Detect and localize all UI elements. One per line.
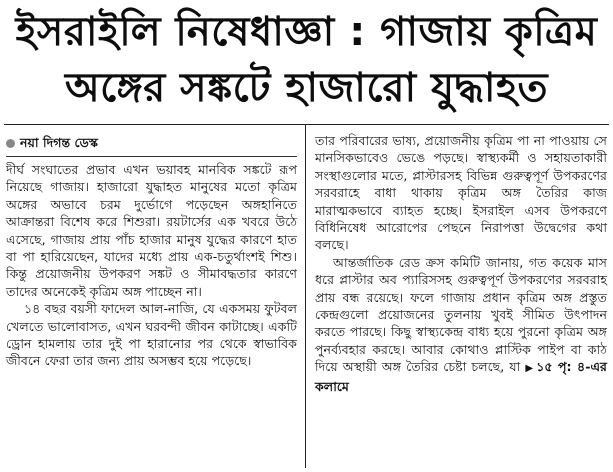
headline-line-2: অঙ্গের সঙ্কটে হাজারো যুদ্ধাহত	[64, 65, 548, 111]
column-divider	[305, 124, 306, 468]
paragraph-text: আন্তর্জাতিক রেড ক্রস কমিটি জানায়, গত কয়েক মাস ধরে প্লাস্টার অব প্যারিসসহ গুরুত্বপূর্ণ উপকরণের সরবরাহ প্রায় বন্ধ রয়েছে। ফলে গাজায় প্রধান কৃত্রিম অঙ্গ প্রস্তুত কেন্দ্রগুলো প্রয়োজনের তুলনায় খুবই সীমিত উৎপাদন করতে পারছে। কিছু স্বাস্থ্যকেন্দ্র বাধ্য হয়ে পুরনো কৃত্রিম অঙ্গ পুনর্ব্যবহার করছে। আবার কোথাও প্লাস্টিক পাইপ বা কাঠ দিয়ে অস্থায়ী অঙ্গ তৈরির চেষ্টা চলছে, যা	[315, 254, 607, 375]
paragraph: দীর্ঘ সংঘাতের প্রভাব এখন ভয়াবহ মানবিক সঙ্কটে রূপ নিয়েছে গাজায়। হাজারো যুদ্ধাহত মানুষের মতো কৃত্রিম অঙ্গের অভাবে চরম দুর্ভোগে পড়েছেন অঙ্গহানিতে আক্রান্তরা বিশেষ করে শিশুরা। রয়টার্সের এক খবরে উঠে এসেছে, গাজায় প্রায় পাঁচ হাজার মানুষ যুদ্ধের কারণে হাত বা পা হারিয়েছেন, যাদের মধ্যে প্রায় এক-চতুর্থাংশই শিশু। কিন্তু প্রয়োজনীয় উপকরণ সঙ্কট ও সীমাবদ্ধতার কারণে তাদের অনেকেই কৃত্রিম অঙ্গ পাচ্ছেন না।	[6, 162, 297, 299]
continuation-text: ১৫ পৃ: ৪-এর কলামে	[315, 359, 607, 394]
byline-text: নয়া দিগন্ত ডেস্ক	[20, 135, 98, 150]
headline	[0, 4, 613, 116]
bullet-dot-icon	[6, 139, 15, 148]
paragraph: তার পরিবারের ভাষ্য, প্রয়োজনীয় কৃত্রিম পা না পাওয়ায় সে মানসিকভাবেও ভেঙে পড়ছে। স্বাস্থ্যকর্মী ও সহায়তাকারী সংস্থাগুলোর মতে, প্লাস্টারসহ বিভিন্ন গুরুত্বপূর্ণ উপকরণের সরবরাহে বাধা থাকায় কৃত্রিম অঙ্গ তৈরির কাজ মারাত্মকভাবে ব্যাহত হচ্ছে। ইসরাইল এসব উপকরণে বিধিনিষেধ আরোপের পেছনে নিরাপত্তা উদ্বেগের কথা বলছে।	[315, 133, 607, 253]
arrow-right-icon: ▶	[525, 363, 535, 375]
paragraph: ১৪ বছর বয়সী ফাদেল আল-নাজি, যে একসময় ফুটবল খেলতে ভালোবাসত, এখন ঘরবন্দী জীবন কাটাচ্ছে। একটি ড্রোন হামলায় তার দুই পা হারানোর পর থেকে স্বাভাবিক জীবনে ফেরা তার জন্য প্রায় অসম্ভব হয়ে পড়েছে।	[6, 301, 297, 369]
left-column	[6, 124, 297, 370]
byline-rule	[6, 156, 297, 157]
right-column	[315, 124, 607, 395]
byline	[6, 124, 297, 154]
headline-line-1: ইসরাইলি নিষেধাজ্ঞা : গাজায় কৃত্রিম	[15, 9, 598, 55]
paragraph	[315, 254, 607, 395]
